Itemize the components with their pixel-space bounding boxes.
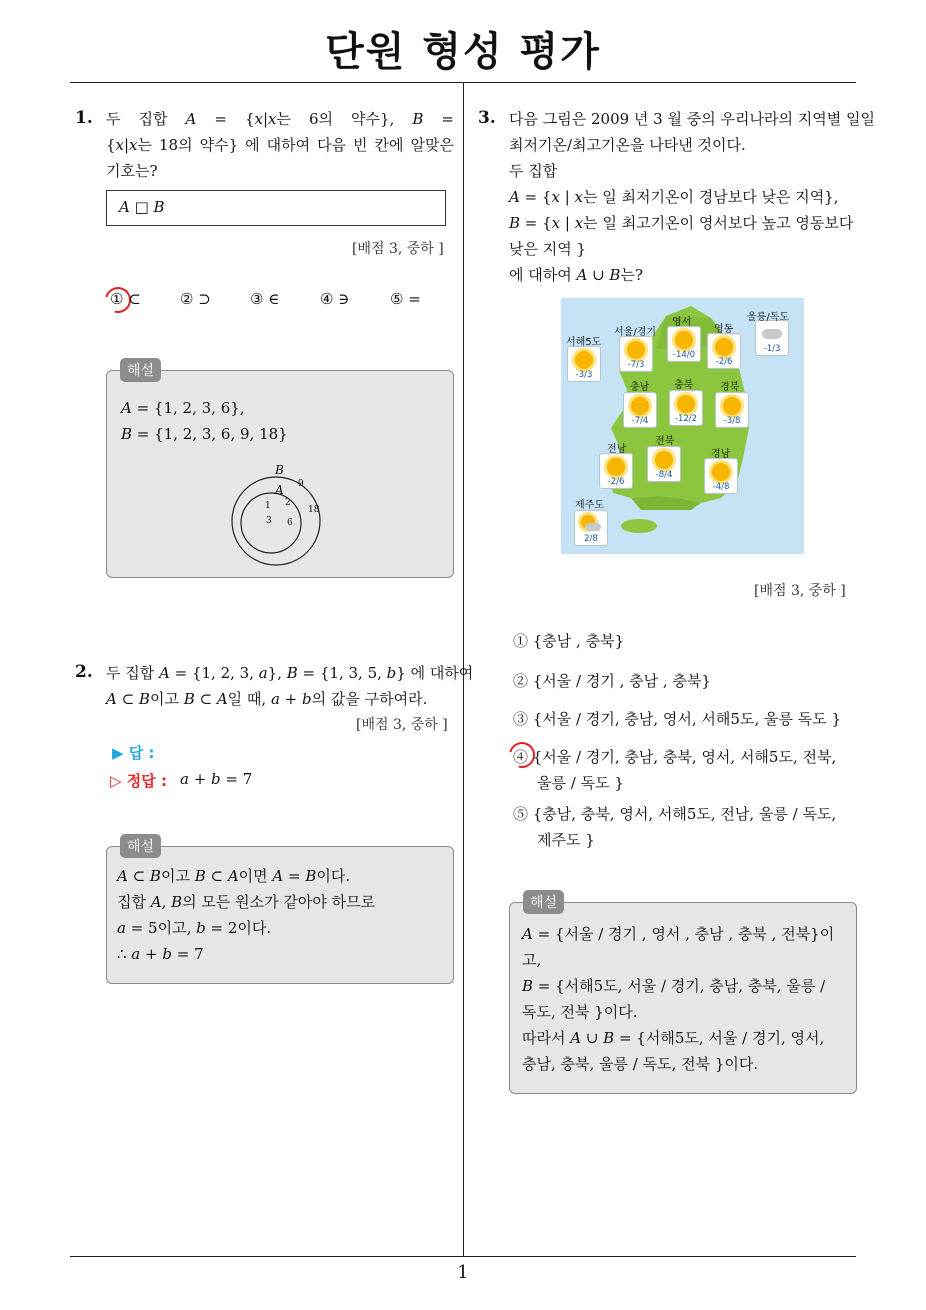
question-number: 1. — [75, 108, 93, 128]
explanation-line: 𝑎 = 5이고, 𝑏 = 2이다. — [117, 919, 272, 937]
question-text: 에 대하여 𝐴 ∪ 𝐵는? — [509, 266, 643, 284]
explanation-line: 독도, 전북 }이다. — [522, 1003, 638, 1021]
explanation-line: 충남, 충북, 울릉 / 독도, 전북 }이다. — [522, 1055, 759, 1073]
sun-icon — [675, 331, 693, 349]
explanation-line: 고, — [522, 951, 542, 969]
choice-4-cont[interactable]: 울릉 / 독도 } — [537, 774, 624, 792]
weather-tile: -7/3 — [619, 336, 653, 372]
question-text: 𝐴 = {𝑥 | 𝑥는 일 최저기온이 경남보다 낮은 지역}, — [509, 188, 839, 206]
sun-icon — [627, 341, 645, 359]
weather-tile: -2/6 — [599, 453, 633, 489]
page-number: 1 — [457, 1262, 469, 1283]
choice-2[interactable]: ② {서울 / 경기 , 충남 , 충북} — [513, 672, 711, 690]
correct-answer-value: 𝑎 + 𝑏 = 7 — [180, 770, 253, 788]
explanation-tag: 해설 — [120, 834, 161, 858]
question-text: 𝐴 ⊂ 𝐵이고 𝐵 ⊂ 𝐴일 때, 𝑎 + 𝑏의 값을 구하여라. — [106, 690, 428, 708]
choice-5[interactable]: ⑤ = — [390, 290, 421, 308]
venn-element: 2 — [285, 498, 291, 508]
weather-tile: 2/8 — [574, 510, 608, 546]
weather-tile: -3/8 — [715, 392, 749, 428]
weather-tile: -12/2 — [669, 390, 703, 426]
score-meta: [배점 3, 중하 ] — [754, 583, 846, 599]
cloud-icon — [762, 329, 782, 339]
question-text: 두 집합 𝐴 = {1, 2, 3, 𝑎}, 𝐵 = {1, 3, 5, 𝑏} 에 대하여 — [106, 664, 474, 682]
sun-icon — [712, 463, 730, 481]
venn-element: 3 — [266, 516, 272, 526]
choice-5-cont[interactable]: 제주도 } — [537, 831, 595, 849]
sun-icon — [607, 458, 625, 476]
choice-2[interactable]: ② ⊃ — [180, 290, 211, 308]
explanation-line: 𝐴 ⊂ 𝐵이고 𝐵 ⊂ 𝐴이면 𝐴 = 𝐵이다. — [117, 867, 351, 885]
weather-tile: -1/3 — [755, 320, 789, 356]
sun-icon — [575, 351, 593, 369]
page-title: 단원 형성 평가 — [325, 29, 601, 75]
explanation-line: 따라서 𝐴 ∪ 𝐵 = {서해5도, 서울 / 경기, 영서, — [522, 1029, 825, 1047]
explanation-line: 집합 𝐴, 𝐵의 모든 원소가 같아야 하므로 — [117, 893, 376, 911]
choice-3[interactable]: ③ {서울 / 경기, 충남, 영서, 서해5도, 울릉 독도 } — [513, 710, 842, 728]
question-text: 기호는? — [106, 162, 158, 180]
choice-1[interactable]: ① ⊂ — [110, 290, 141, 308]
question-text: 두 집합 — [509, 162, 558, 180]
question-number: 3. — [478, 108, 496, 128]
answer-box-text: 𝐴 □ 𝐵 — [119, 198, 165, 216]
venn-label-b: 𝐵 — [275, 463, 284, 477]
sun-icon — [631, 397, 649, 415]
choice-1[interactable]: ① {충남 , 충북} — [513, 632, 625, 650]
question-text: 두 집합 𝐴 = {𝑥|𝑥는 6의 약수}, 𝐵 = — [106, 110, 454, 128]
explanation-tag: 해설 — [523, 890, 564, 914]
weather-map: -3/3 -7/3 -14/0 -2/6 -1/3 -7/4 -12/2 -3/8 -2/6 -8/4 -4/8 2/8 서해5도 서울/경기 영서 영동 울릉/독도 충남 충북 경북 전남 전북 경남 제주도 — [561, 298, 804, 554]
answer-box — [106, 190, 446, 226]
sun-icon — [715, 338, 733, 356]
sun-icon — [655, 451, 673, 469]
explanation-box — [106, 846, 454, 984]
sun-icon — [723, 397, 741, 415]
weather-tile: -4/8 — [704, 458, 738, 494]
explanation-line: ∴ 𝑎 + 𝑏 = 7 — [117, 945, 204, 963]
venn-element: 6 — [287, 518, 293, 528]
venn-element: 1 — [265, 501, 271, 511]
answer-label: ▶ 답 : — [112, 744, 155, 762]
choice-4[interactable]: ④ {서울 / 경기, 충남, 충북, 영서, 서해5도, 전북, — [513, 748, 837, 766]
sun-icon — [677, 395, 695, 413]
question-text: 최저기온/최고기온을 나타낸 것이다. — [509, 136, 746, 154]
venn-label-a: 𝐴 — [275, 483, 284, 497]
score-meta: [배점 3, 중하 ] — [352, 241, 444, 257]
weather-tile: -3/3 — [567, 346, 601, 382]
score-meta: [배점 3, 중하 ] — [356, 717, 448, 733]
weather-tile: -8/4 — [647, 446, 681, 482]
weather-tile: -7/4 — [623, 392, 657, 428]
question-text: 𝐵 = {𝑥 | 𝑥는 일 최고기온이 영서보다 높고 영동보다 — [509, 214, 854, 232]
venn-element: 9 — [298, 479, 304, 489]
question-number: 2. — [75, 662, 93, 682]
choice-5[interactable]: ⑤ {충남, 충북, 영서, 서해5도, 전남, 울릉 / 독도, — [513, 805, 837, 823]
explanation-line: 𝐴 = {서울 / 경기 , 영서 , 충남 , 충북 , 전북}이 — [522, 925, 835, 943]
question-text: {𝑥|𝑥는 18의 약수} 에 대하여 다음 빈 칸에 알맞은 — [106, 136, 454, 154]
explanation-box — [106, 370, 454, 578]
explanation-line: 𝐵 = {서해5도, 서울 / 경기, 충남, 충북, 울릉 / — [522, 977, 826, 995]
explanation-tag: 해설 — [120, 358, 161, 382]
question-text: 낮은 지역 } — [509, 240, 587, 258]
venn-element: 18 — [308, 505, 320, 515]
explanation-box — [509, 902, 857, 1094]
question-text: 다음 그림은 2009 년 3 월 중의 우리나라의 지역별 일일 — [509, 110, 875, 128]
choice-3[interactable]: ③ ∈ — [250, 290, 280, 308]
choice-4[interactable]: ④ ∋ — [320, 290, 350, 308]
explanation-line: 𝐵 = {1, 2, 3, 6, 9, 18} — [121, 425, 288, 443]
correct-answer-label: ▷ 정답 : — [110, 772, 167, 790]
venn-diagram — [231, 461, 341, 571]
bottom-rule — [70, 1256, 856, 1257]
weather-tile: -2/6 — [707, 333, 741, 369]
explanation-line: 𝐴 = {1, 2, 3, 6}, — [121, 399, 245, 417]
weather-tile: -14/0 — [667, 326, 701, 362]
